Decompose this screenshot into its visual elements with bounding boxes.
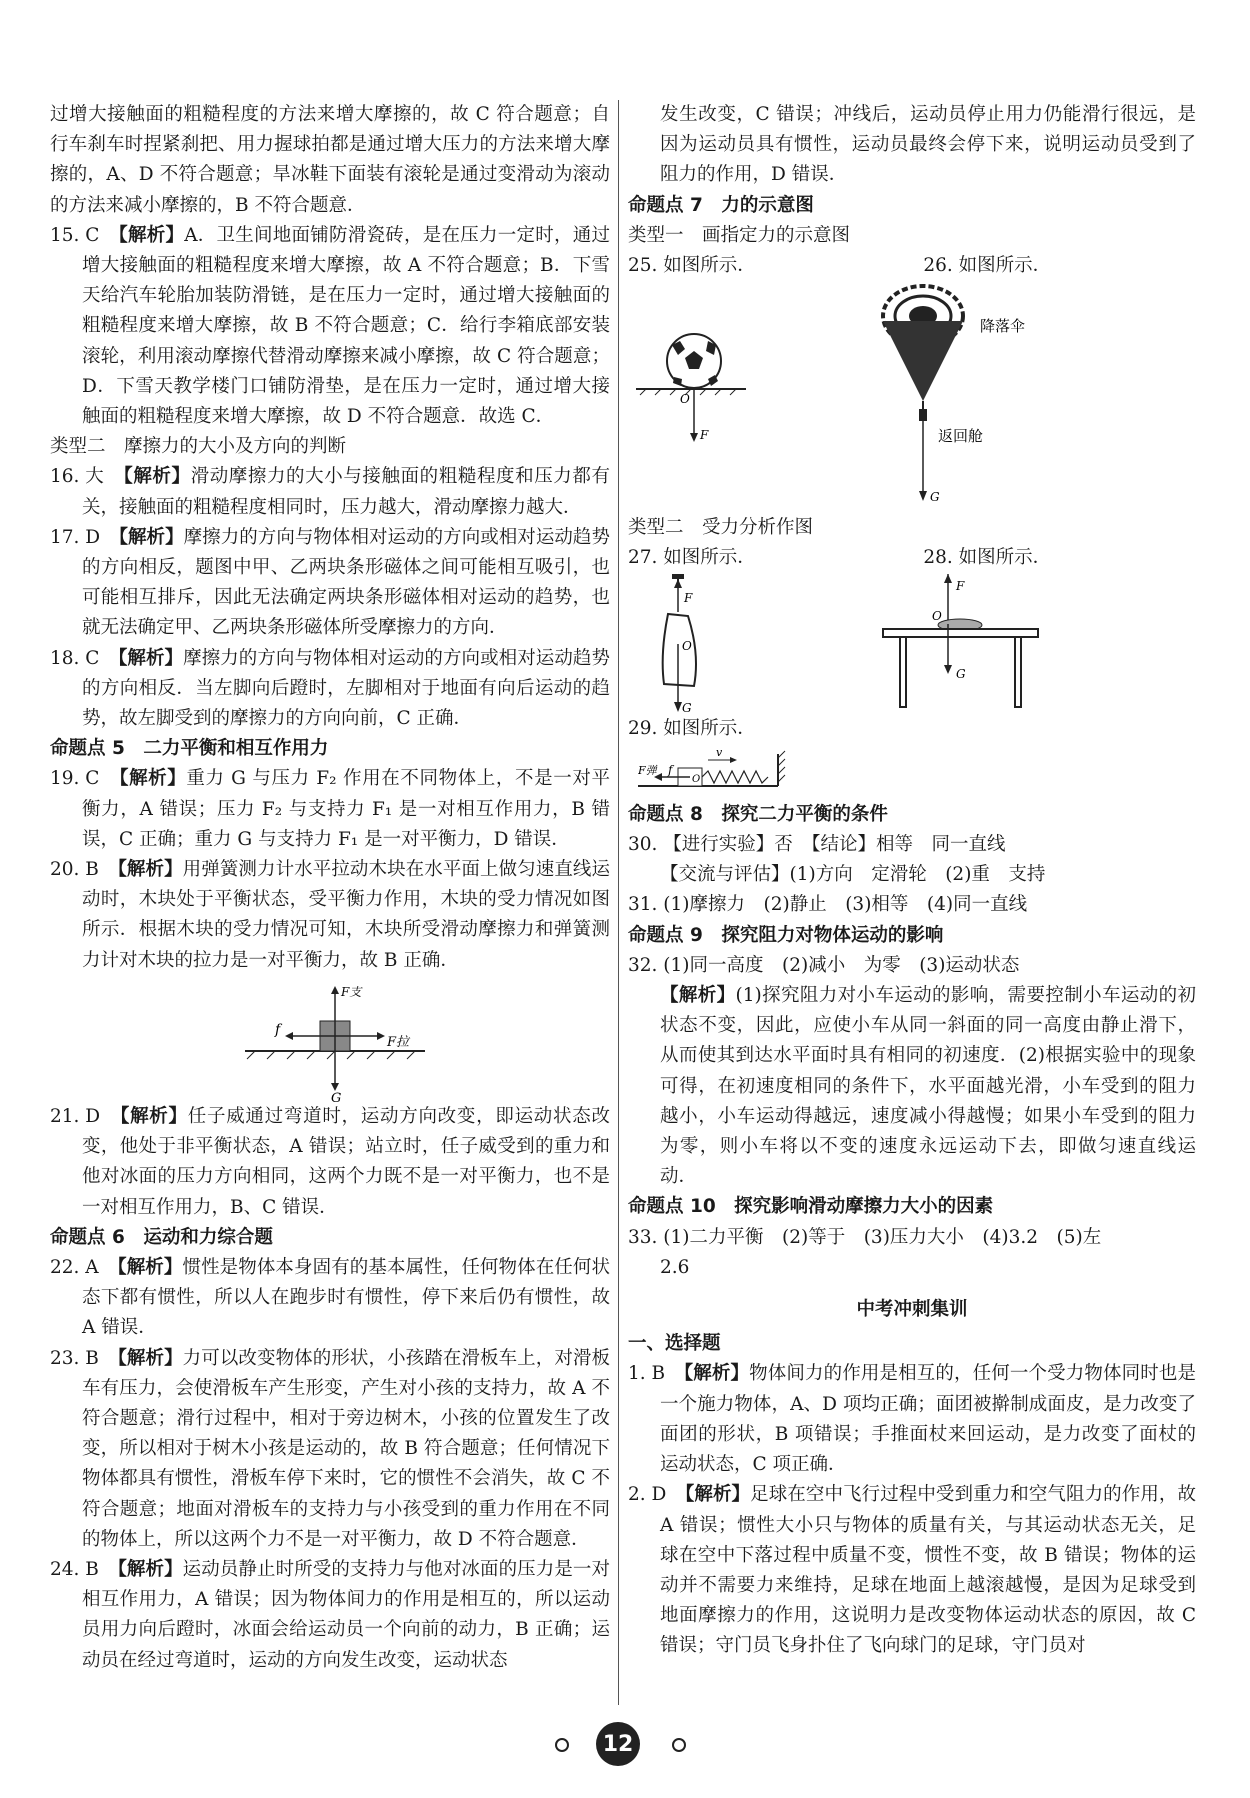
question-2: 2. D 【解析】足球在空中飞行过程中受到重力和空气阻力的作用，故 A 错误；惯性大小只与物体的质量有关，与其运动状态无关，足球在空中下落过程中质量不变，惯性不变，故 B 错误；物体的运动并不需要力来维持，足球在地面上越滚越慢，是因为足球受到地面摩擦力的作用，这说明力是改变物体运动状态的原因，故 C 错误；守门员飞身扑住了飞向球门的足球，守门员对 — [628, 1484, 1196, 1657]
label-f-spring: F弹 — [638, 763, 657, 777]
answer-32-analysis: 【解析】(1)探究阻力对小车运动的影响，需要控制小车运动的初状态不变，因此，应使小车从同一斜面的同一高度由静止滑下，从而使其到达水平面时具有相同的初速度．(2)根据实验中的现象可得，在初速度相同的条件下，水平面越光滑，小车受到的阻力越小，小车运动得越远，速度减小得越慢；如果小车受到的阻力为零，则小车将以不变的速度永远运动下去，即做匀速直线运动． — [660, 985, 1196, 1188]
label-parachute: 降落伞 — [980, 317, 1026, 336]
hanging-bag-diagram — [638, 574, 758, 714]
label-f-28: F — [956, 578, 965, 593]
answer-21: 21. D 【解析】任子威通过弯道时，运动方向改变，即运动状态改变，他处于非平衡状态，A 错误；站立时，任子威受到的重力和他对冰面的压力方向相同，这两个力既不是一对平衡力，也不是一对相互作用力，B、C 错误． — [50, 1105, 610, 1218]
column-divider — [618, 100, 619, 1705]
caption-29: 29. 如图所示． — [628, 717, 756, 739]
answer-30b: 【交流与评估】(1)方向 定滑轮 (2)重 支持 — [660, 864, 1046, 886]
caption-26: 26. 如图所示． — [923, 255, 1052, 277]
answer-31: 31. (1)摩擦力 (2)静止 (3)相等 (4)同一直线 — [628, 894, 1028, 916]
page-number: 12 — [596, 1722, 640, 1766]
label-f-pull: F拉 — [387, 1034, 410, 1050]
table-diagram — [868, 574, 1068, 714]
section-type1: 类型一 画指定力的示意图 — [628, 224, 851, 246]
heading-topic-10: 命题点 10 探究影响滑动摩擦力大小的因素 — [628, 1196, 994, 1218]
answer-33a: 33. (1)二力平衡 (2)等于 (3)压力大小 (4)3.2 (5)左 — [628, 1226, 1102, 1248]
decorative-dot-right — [672, 1738, 686, 1752]
label-o-28: O — [932, 608, 942, 623]
section-type2: 类型二 摩擦力的大小及方向的判断 — [50, 436, 347, 458]
answer-17: 17. D 【解析】摩擦力的方向与物体相对运动的方向或相对运动趋势的方向相反，题图中甲、乙两块条形磁体之间可能相互吸引，也可能相互排斥，因此无法确定两块条形磁体相对运动的趋势，也就无法确定甲、乙两块条形磁体所受摩擦力的方向． — [50, 526, 610, 639]
label-g-27: G — [682, 700, 692, 714]
label-f-29: f — [668, 762, 673, 777]
heading-topic-5: 命题点 5 二力平衡和相互作用力 — [50, 738, 329, 760]
label-capsule: 返回舱 — [938, 427, 984, 446]
figures-27-28-captions — [628, 543, 1196, 573]
answer-33b: 2.6 — [660, 1256, 690, 1278]
label-f-27: F — [684, 590, 693, 605]
figures-25-26-captions — [628, 251, 1196, 281]
answer-18: 18. C 【解析】摩擦力的方向与物体相对运动的方向或相对运动趋势的方向相反．当左脚向后蹬时，左脚相对于地面有向后运动的趋势，故左脚受到的摩擦力的方向向前，C 正确． — [50, 647, 610, 730]
answer-16: 16. 大 【解析】滑动摩擦力的大小与接触面的粗糙程度和压力都有关，接触面的粗糙程度相同时，压力越大，滑动摩擦力越大． — [50, 466, 610, 518]
answer-19: 19. C 【解析】重力 G 与压力 F₂ 作用在不同物体上，不是一对平衡力，A 错误；压力 F₂ 与支持力 F₁ 是一对相互作用力，B 错误，C 正确；重力 G 与支持力 F₁ 是一对平衡力，D 错误． — [50, 768, 610, 850]
left-column — [50, 100, 610, 1676]
paragraph-continued-right: 发生改变，C 错误；冲线后，运动员停止用力仍能滑行很远，是因为运动员具有惯性，运动员最终会停下来，说明运动员受到了阻力的作用，D 错误． — [660, 104, 1196, 186]
label-o-27: O — [682, 638, 692, 653]
answer-24: 24. B 【解析】运动员静止时所受的支持力与他对冰面的压力是一对相互作用力，A 错误；因为物体间力的作用是相互的，所以运动员用力向后蹬时，冰面会给运动员一个向前的动力，B 正确；运动员在经过弯道时，运动的方向发生改变，运动状态 — [50, 1558, 610, 1671]
label-o-29: O — [692, 773, 701, 785]
question-1: 1. B 【解析】物体间力的作用是相互的，任何一个受力物体同时也是一个施力物体，A、D 项均正确；面团被擀制成面皮，是力改变了面团的形状，B 项错误；手推面杖来回运动，是力改变了面杖的运动状态，C 项正确． — [628, 1363, 1196, 1476]
paragraph-continued: 过增大接触面的粗糙程度的方法来增大摩擦的，故 C 符合题意；自行车刹车时捏紧刹把、用力握球拍都是通过增大压力的方法来增大摩擦的，A、D 不符合题意；旱冰鞋下面装有滚轮是通过变滑动为滚动的方法来减小摩擦的，B 不符合题意． — [50, 104, 610, 216]
answer-30a: 30. 【进行实验】否 【结论】相等 同一直线 — [628, 834, 1006, 856]
figure-20-block-diagram — [50, 976, 610, 1102]
figures-25-26 — [628, 281, 1196, 513]
section-choice: 一、选择题 — [628, 1333, 721, 1355]
block-force-diagram — [235, 976, 435, 1102]
heading-topic-7: 命题点 7 力的示意图 — [628, 194, 814, 216]
right-column — [628, 100, 1196, 1662]
sprint-title: 中考冲刺集训 — [856, 1299, 968, 1321]
answer-23: 23. B 【解析】力可以改变物体的形状，小孩踏在滑板车上，对滑板车有压力，会使滑板车产生形变，产生对小孩的支持力，故 A 不符合题意；滑行过程中，相对于旁边树木，小孩的位置发生了改变，所以相对于树木小孩是运动的，故 B 符合题意；任何情况下物体都具有惯性，滑板车停下来时，它的惯性不会消失，故 C 不符合题意；地面对滑板车的支持力与小孩受到的重力作用在不同的物体上，所以这两个力不是一对平衡力，故 D 不符合题意． — [50, 1347, 610, 1550]
parachute-diagram — [868, 281, 1128, 513]
label-gravity: G — [331, 1090, 342, 1102]
label-friction: f — [275, 1021, 281, 1038]
section-type2-right: 类型二 受力分析作图 — [628, 517, 814, 539]
answer-15: 15. C 【解析】A．卫生间地面铺防滑瓷砖，是在压力一定时，通过增大接触面的粗糙程度来增大摩擦，故 A 不符合题意；B．下雪天给汽车轮胎加装防滑链，是在压力一定时，通过增大接触面的粗糙程度来增大摩擦，故 B 不符合题意；C．给行李箱底部安装滚轮，利用滚动摩擦代替滑动摩擦来减小摩擦，故 C 符合题意；D．下雪天教学楼门口铺防滑垫，是在压力一定时，通过增大接触面的粗糙程度来增大摩擦，故 D 不符合题意．故选 C． — [50, 224, 610, 428]
label-v-29: v — [716, 745, 723, 759]
answer-22: 22. A 【解析】惯性是物体本身固有的基本属性，任何物体在任何状态下都有惯性，所以人在跑步时有惯性，停下来后仍有惯性，故 A 错误． — [50, 1256, 610, 1339]
caption-27: 27. 如图所示． — [628, 547, 756, 569]
figures-27-28 — [628, 574, 1196, 714]
figure-29 — [628, 744, 1196, 800]
label-o-25: O — [680, 392, 690, 407]
answer-32: 32. (1)同一高度 (2)减小 为零 (3)运动状态 — [628, 954, 1020, 976]
caption-28: 28. 如图所示． — [923, 547, 1052, 569]
decorative-dot-left — [555, 1738, 569, 1752]
heading-topic-9: 命题点 9 探究阻力对物体运动的影响 — [628, 924, 944, 946]
spring-block-diagram — [638, 744, 838, 800]
label-g-26: G — [930, 490, 940, 505]
label-g-28: G — [956, 666, 966, 681]
heading-topic-6: 命题点 6 运动和力综合题 — [50, 1226, 273, 1248]
caption-25: 25. 如图所示． — [628, 255, 756, 277]
answer-20: 20. B 【解析】用弹簧测力计水平拉动木块在水平面上做匀速直线运动时，木块处于平衡状态，受平衡力作用，木块的受力情况如图所示．根据木块的受力情况可知，木块所受滑动摩擦力和弹簧测力计对木块的拉力是一对平衡力，故 B 正确． — [50, 859, 610, 971]
heading-topic-8: 命题点 8 探究二力平衡的条件 — [628, 803, 888, 825]
label-f-support: F支 — [341, 984, 362, 999]
soccer-ball-diagram — [636, 321, 756, 511]
label-f-25: F — [700, 428, 709, 443]
